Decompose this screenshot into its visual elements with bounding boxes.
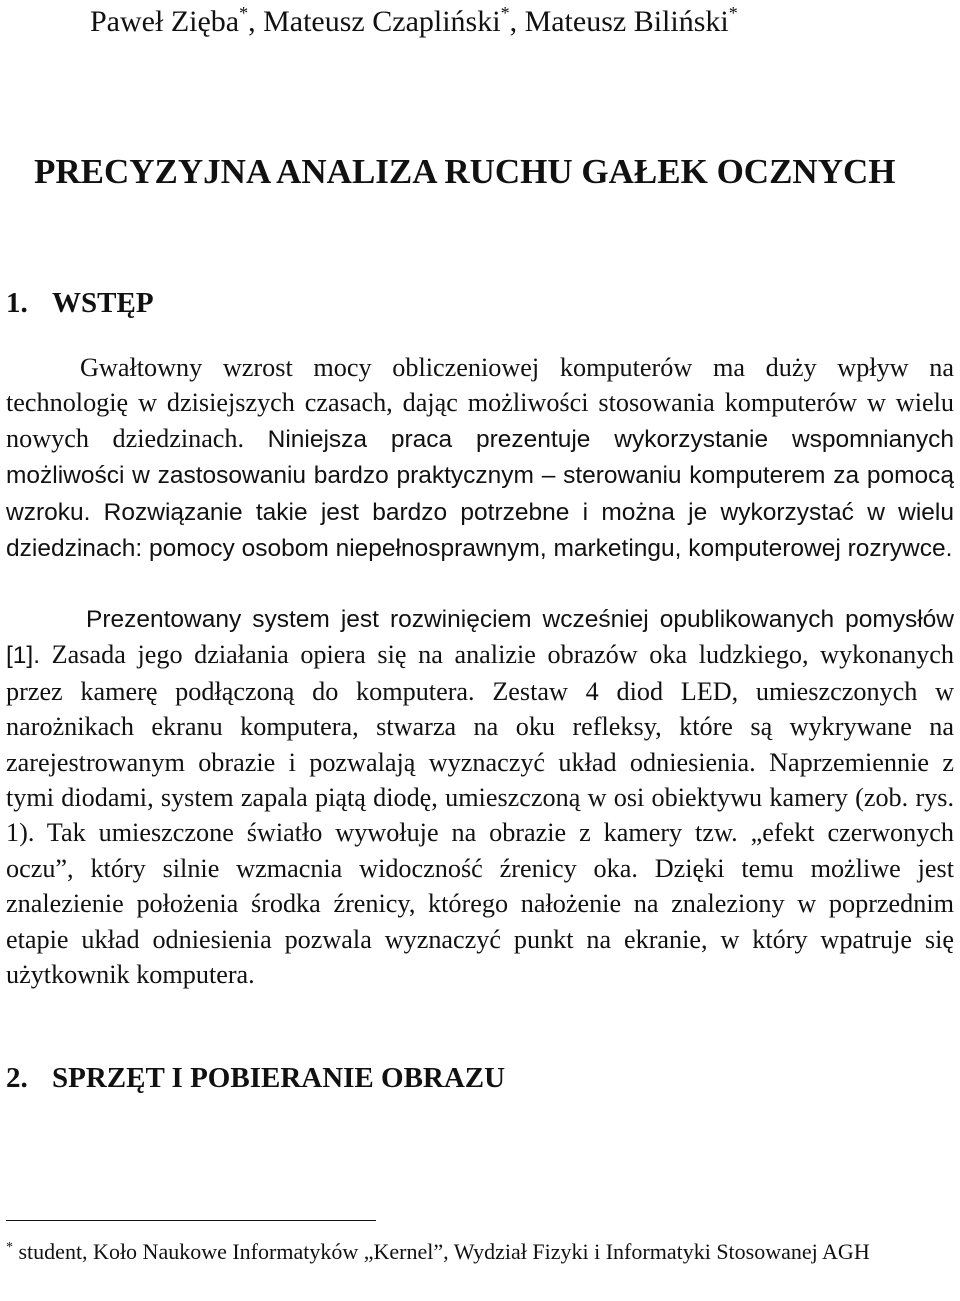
author-name: Mateusz Biliński	[524, 5, 729, 38]
affiliation-mark: *	[500, 3, 510, 23]
author-separator: ,	[248, 5, 264, 38]
section-title: SPRZĘT I POBIERANIE OBRAZU	[52, 1062, 506, 1094]
paragraph	[6, 601, 954, 992]
section-heading	[6, 283, 154, 323]
author-list	[90, 2, 738, 42]
paragraph	[6, 350, 954, 566]
footnote-text: student, Koło Naukowe Informatyków „Kernel”, Wydział Fizyki i Informatyki Stosowanej AGH	[13, 1239, 870, 1264]
footnote-mark: *	[6, 1240, 13, 1255]
section-heading	[6, 1058, 505, 1098]
footnote	[6, 1236, 906, 1268]
section-title: WSTĘP	[52, 287, 154, 319]
paper-title: PRECYZYJNA ANALIZA RUCHU GAŁEK OCZNYCH	[34, 152, 896, 191]
paragraph-text: Gwałtowny wzrost mocy obliczeniowej komputerów ma duży wpływ na technologię w dzisiejszych czasach, dając możliwości stosowania komputerów w wielu nowych dziedzinach.	[6, 353, 954, 453]
section-number: 2.	[6, 1062, 28, 1094]
paragraph-text: Zasada jego działania opiera się na analizie obrazów oka ludzkiego, wykonanych przez kamerę podłączoną do komputera. Zestaw 4 diod LED, umieszczonych w narożnikach ekranu komputera, stwarza na oku refleksy, które są wykrywane na zarejestrowanym obrazie i pozwalają wyznaczyć układ odniesienia. Naprzemiennie z tymi diodami, system zapala piątą diodę, umieszczoną w osi obiektywu kamery (zob. rys. 1). Tak umieszczone światło wywołuje na obrazie z kamery tzw. „efekt czerwonych oczu”, który silnie wzmacnia widoczność źrenicy oka. Dzięki temu możliwe jest znalezienie położenia środka źrenicy, którego nałożenie na znaleziony w poprzednim etapie układ odniesienia pozwala wyznaczyć punkt na ekranie, w który wpatruje się użytkownik komputera.	[6, 640, 954, 990]
affiliation-mark: *	[239, 3, 249, 23]
footnote-divider	[6, 1220, 376, 1221]
section-number: 1.	[6, 287, 28, 319]
author-name: Paweł Zięba	[90, 5, 240, 38]
paragraph-text: Niniejsza praca prezentuje wykorzystanie wspomnianych możliwości w zastosowaniu bardzo praktycznym – sterowaniu komputerem za pomocą wzroku. Rozwiązanie takie jest bardzo potrzebne i można je wykorzystać w wielu dziedzinach: pomocy osobom niepełnosprawnym, marketingu, komputerowej rozrywce.	[6, 425, 955, 563]
author-separator: ,	[509, 5, 525, 38]
paragraph-text: Prezentowany system jest rozwinięciem wcześniej opublikowanych pomysłów [1].	[6, 606, 954, 670]
affiliation-mark: *	[728, 3, 738, 23]
author-name: Mateusz Czapliński	[263, 5, 501, 38]
